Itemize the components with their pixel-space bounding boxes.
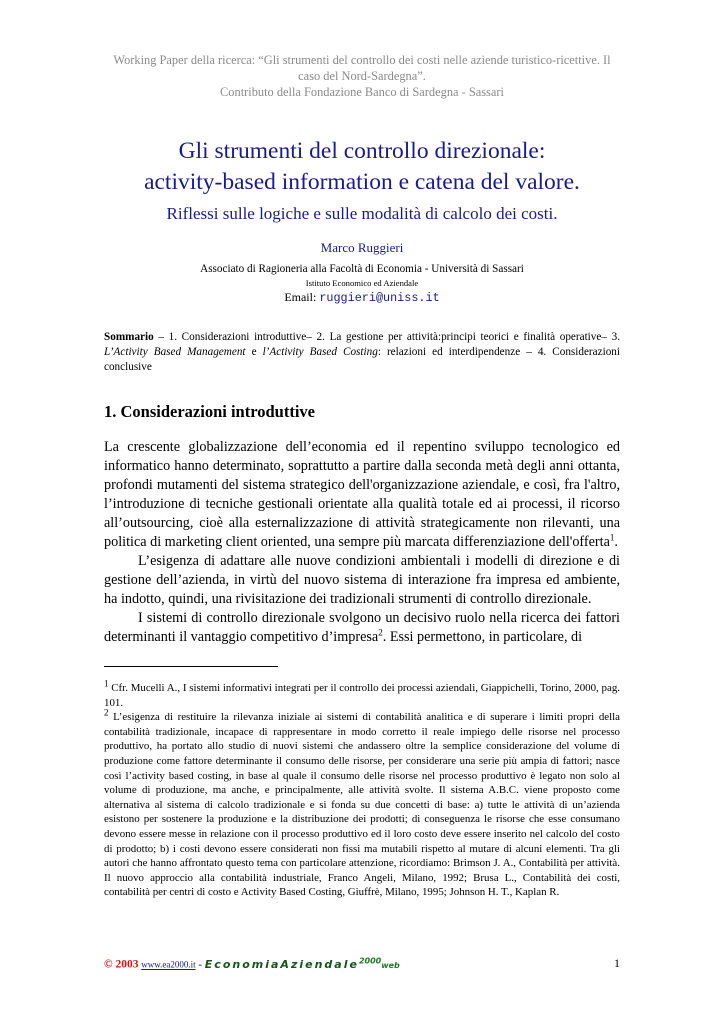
title-line-2: activity-based information e catena del valore. bbox=[144, 169, 580, 195]
section-heading: 1. Considerazioni introduttive bbox=[104, 402, 315, 421]
brand-name: EconomiaAziendale bbox=[204, 957, 359, 971]
paragraph-3-end: . Essi permettono, in particolare, di bbox=[382, 629, 583, 645]
brand-logo bbox=[205, 958, 400, 971]
paragraph-1-end: . bbox=[614, 534, 618, 550]
copyright: © 2003 bbox=[104, 958, 139, 971]
summary-text-2: : relazioni ed interdipendenze – 4. Considerazioni conclusive bbox=[104, 346, 620, 373]
paragraph-2: L’esigenza di adattare alle nuove condizioni ambientali i modelli di direzione e di gestione dell’azienda, in virtù del nuovo sistema di interazione fra impresa ed ambiente, ha indotto, quindi, una rivisitazione dei tradizionali strumenti di controllo direzionale. bbox=[104, 553, 620, 607]
header-line-1: Working Paper della ricerca: “Gli strumenti del controllo dei costi nelle aziende turistico-ricettive. Il caso del Nord-Sardegna”. bbox=[113, 53, 611, 83]
summary-text-1: – 1. Considerazioni introduttive– 2. La gestione per attività:principi teorici e finalità operative– 3. bbox=[153, 331, 620, 343]
email-label: Email: bbox=[284, 290, 317, 304]
author-name: Marco Ruggieri bbox=[320, 240, 404, 255]
footnote-2 bbox=[104, 707, 620, 900]
page-footer bbox=[104, 956, 620, 972]
email-link[interactable]: ruggieri@uniss.it bbox=[319, 291, 440, 305]
title-line-1: Gli strumenti del controllo direzionale: bbox=[178, 138, 546, 164]
paragraph-3-text: I sistemi di controllo direzionale svolgono un decisivo ruolo nella ricerca dei fattori determinanti il vantaggio competitivo d’impresa bbox=[104, 610, 620, 645]
page-number: 1 bbox=[614, 956, 620, 970]
document-subtitle: Riflessi sulle logiche e sulle modalità di calcolo dei costi. bbox=[166, 204, 558, 223]
brand-web: web bbox=[381, 960, 400, 970]
footnote-1-text: Cfr. Mucelli A., I sistemi informativi integrati per il controllo dei processi aziendali, Giappichelli, Torino, 2000, pag. 101. bbox=[104, 682, 620, 709]
summary-label: Sommario bbox=[104, 331, 154, 343]
footnote-ref-1: 1 bbox=[609, 532, 615, 543]
footnote-1 bbox=[104, 678, 620, 710]
document-title bbox=[60, 136, 664, 198]
header-line-2: Contributo della Fondazione Banco di Sardegna - Sassari bbox=[220, 85, 504, 99]
running-header bbox=[110, 52, 614, 100]
footnote-1-number: 1 bbox=[104, 678, 109, 689]
footnotes bbox=[104, 678, 620, 900]
site-link[interactable]: www.ea2000.it bbox=[141, 959, 196, 970]
body-text bbox=[104, 438, 620, 647]
footnote-2-text: L’esigenza di restituire la rilevanza iniziale ai sistemi di contabilità analitica e di superare i limiti propri della contabilità tradizionale, incapace di rappresentare in modo corretto il reale impiego delle risorse nel processo produttivo, ha portato allo studio di nuovi sistemi che andassero oltre la semplice considerazione del volume di produzione come fattore determinante il consumo delle risorse, per considerare una serie più ampia di fattori; nasce così l’activity based costing, in base al quale il consumo delle risorse nel processo produttivo è legato non solo al volume di produzione, ma anche, e principalmente, alle attività svolte. Il sistema A.B.C. viene proposto come alternativa al sistema di calcolo tradizionale e si fonda su due concetti di base: a) tutte le attività di un’azienda esistono per sostenere la produzione e la distribuzione dei prodotti; di conseguenza le risorse che esse consumano devono essere messe in relazione con il processo produttivo ed il loro costo deve essere inserito nel calcolo del costo di prodotto; b) i costi devono essere considerati non fissi ma mutabili rispetto al mutare di alcuni elementi. Tra gli autori che hanno affrontato questo tema con particolare attenzione, ricordiamo: Brimson J. A., Contabilità per attività. Il nuovo approccio alla contabilità industriale, Franco Angeli, Milano, 1992; Brusa L., Contabilità dei costi, contabilità per centri di costo e Activity Based Costing, Giuffrè, Milano, 1995; Johnson H. T., Kaplan R. bbox=[104, 711, 620, 899]
paragraph-1 bbox=[104, 438, 620, 552]
summary-em-2: l’Activity Based Costing bbox=[262, 346, 378, 358]
footnote-ref-2: 2 bbox=[378, 627, 383, 638]
summary-text-mid: e bbox=[245, 346, 263, 358]
summary-em-1: L’Activity Based Management bbox=[104, 346, 246, 358]
footnote-divider bbox=[104, 666, 278, 667]
paragraph-3 bbox=[104, 609, 620, 647]
author-institute: Istituto Economico ed Aziendale bbox=[305, 278, 419, 288]
footnote-2-number: 2 bbox=[104, 707, 109, 718]
summary bbox=[104, 330, 620, 375]
author-email bbox=[60, 290, 664, 305]
brand-year: 2000 bbox=[358, 956, 382, 965]
footer-separator: - bbox=[195, 958, 205, 971]
author-affiliation: Associato di Ragioneria alla Facoltà di Economia - Università di Sassari bbox=[200, 263, 524, 275]
paragraph-1-text: La crescente globalizzazione dell’economia ed il repentino sviluppo tecnologico ed informatico hanno determinato, soprattutto a partire dalla seconda metà degli anni ottanta, profondi mutamenti del sistema strategico dell'organizzazione aziendale, e così, fra l'altro, l’introduzione di tecniche gestionali orientate alla qualità totale ed ai processi, il ricorso all’outsourcing, cioè alla esternalizzazione di attività strategicamente non rilevanti, una politica di marketing client oriented, una sempre più marcata differenziazione dell'offerta bbox=[104, 439, 620, 550]
